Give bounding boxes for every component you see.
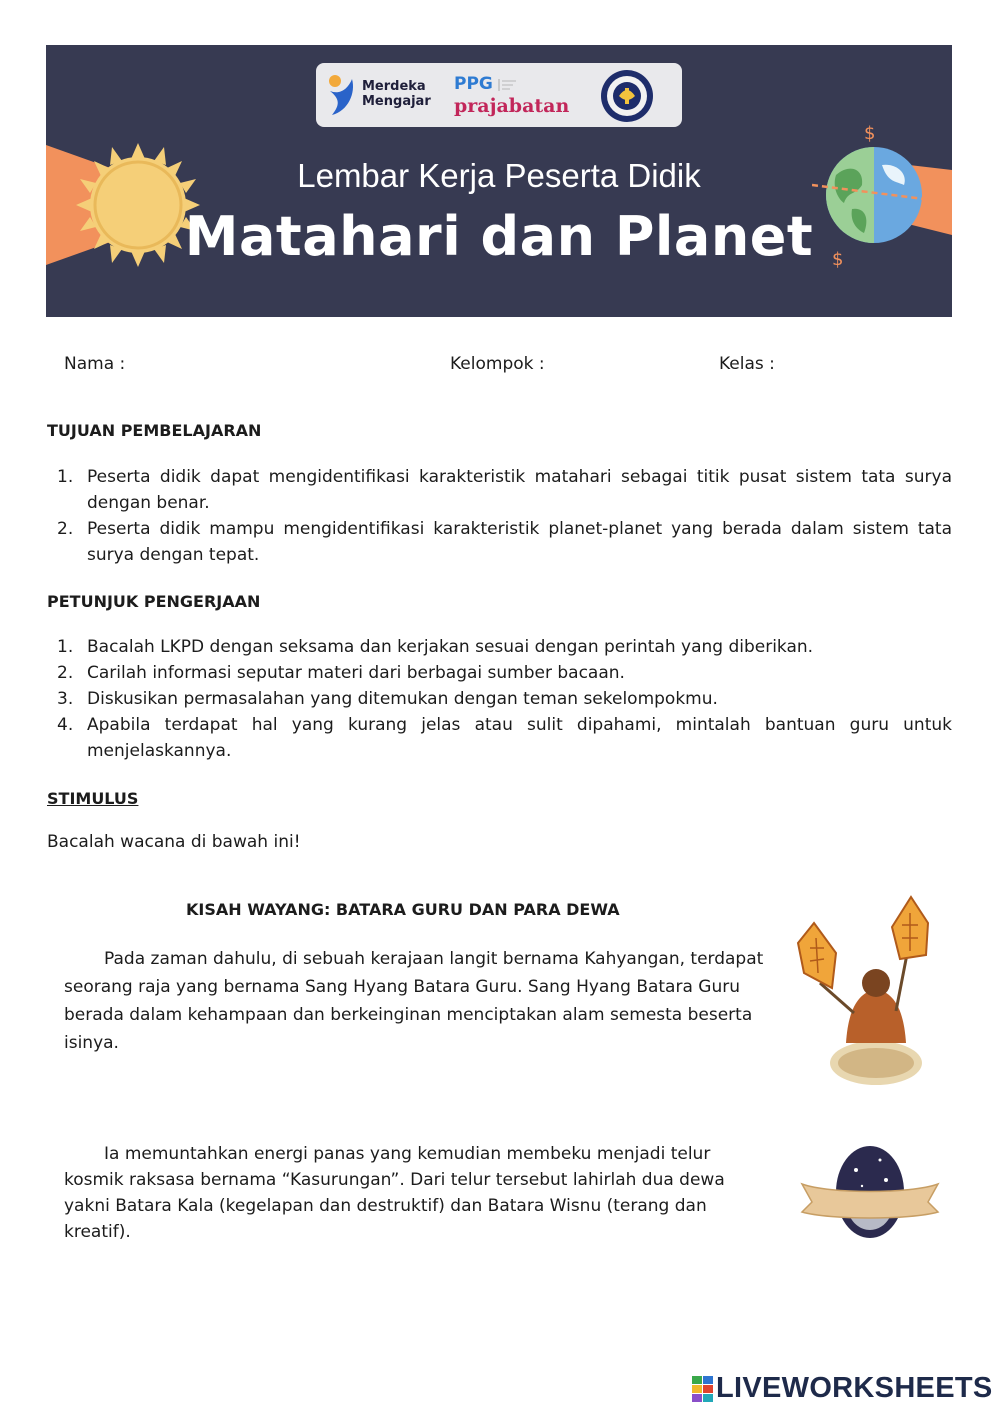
page-title: Matahari dan Planet — [184, 205, 814, 268]
story-paragraph-1: Pada zaman dahulu, di sebuah kerajaan langit bernama Kahyangan, terdapat seorang raja yang bernama Sang Hyang Batara Guru. Sang Hyang Batara Guru berada dalam kehampaan dan berkeinginan menciptakan alam semesta beserta isinya. — [64, 949, 764, 1053]
banner-subtitle: Lembar Kerja Peserta Didik — [297, 157, 701, 194]
wayang-puppeteer-illustration-icon — [796, 893, 956, 1093]
merdeka-mengajar-label: Merdeka Mengajar — [362, 79, 431, 109]
kelas-label: Kelas : — [719, 354, 775, 374]
svg-text:$: $ — [832, 249, 844, 270]
stimulus-instruction: Bacalah wacana di bawah ini! — [47, 832, 301, 852]
liveworksheets-logo-icon — [692, 1376, 714, 1402]
list-item: 2. Peserta didik mampu mengidentifikasi karakteristik planet-planet yang berada dalam sistem tata surya dengan tepat. — [57, 519, 952, 565]
nama-label: Nama : — [64, 354, 126, 374]
kelompok-label: Kelompok : — [450, 354, 545, 374]
list-item: 1. Peserta didik dapat mengidentifikasi karakteristik matahari sebagai titik pusat sistem tata surya dengan benar. — [57, 467, 952, 513]
svg-text:$: $ — [864, 125, 876, 144]
cosmic-egg-illustration-icon — [800, 1140, 940, 1244]
story-title: KISAH WAYANG: BATARA GURU DAN PARA DEWA — [186, 900, 620, 919]
liveworksheets-logo — [692, 1372, 993, 1405]
list-item: 4. Apabila terdapat hal yang kurang jelas atau sulit dipahami, mintalah bantuan guru untuk menjelaskannya. — [57, 715, 952, 761]
petunjuk-heading: PETUNJUK PENGERJAAN — [47, 592, 261, 611]
petunjuk-list — [47, 634, 952, 764]
tujuan-list — [47, 464, 952, 568]
ppg-label: PPG — [454, 74, 493, 94]
tujuan-heading: TUJUAN PEMBELAJARAN — [47, 421, 262, 440]
ppg-small-mark — [498, 78, 518, 93]
story-paragraph-2: Ia memuntahkan energi panas yang kemudian membeku menjadi telur kosmik raksasa bernama “Kasurungan”. Dari telur tersebut lahirlah dua dewa yakni Batara Kala (kegelapan dan destruktif) dan Batara Wisnu (terang dan kreatif). — [64, 1144, 725, 1242]
header-banner — [46, 45, 952, 317]
prajabatan-label: prajabatan — [454, 95, 570, 117]
list-item: 1. Bacalah LKPD dengan seksama dan kerjakan sesuai dengan perintah yang diberikan. — [57, 637, 814, 657]
list-item: 3. Diskusikan permasalahan yang ditemukan dengan teman sekelompokmu. — [57, 689, 718, 709]
partner-logos — [316, 63, 682, 127]
university-seal-icon — [599, 68, 655, 124]
list-item: 2. Carilah informasi seputar materi dari berbagai sumber bacaan. — [57, 663, 625, 683]
liveworksheets-brand: LIVEWORKSHEETS — [716, 1372, 993, 1404]
merdeka-mengajar-logo-icon — [326, 73, 358, 117]
stimulus-heading: STIMULUS — [47, 789, 139, 808]
